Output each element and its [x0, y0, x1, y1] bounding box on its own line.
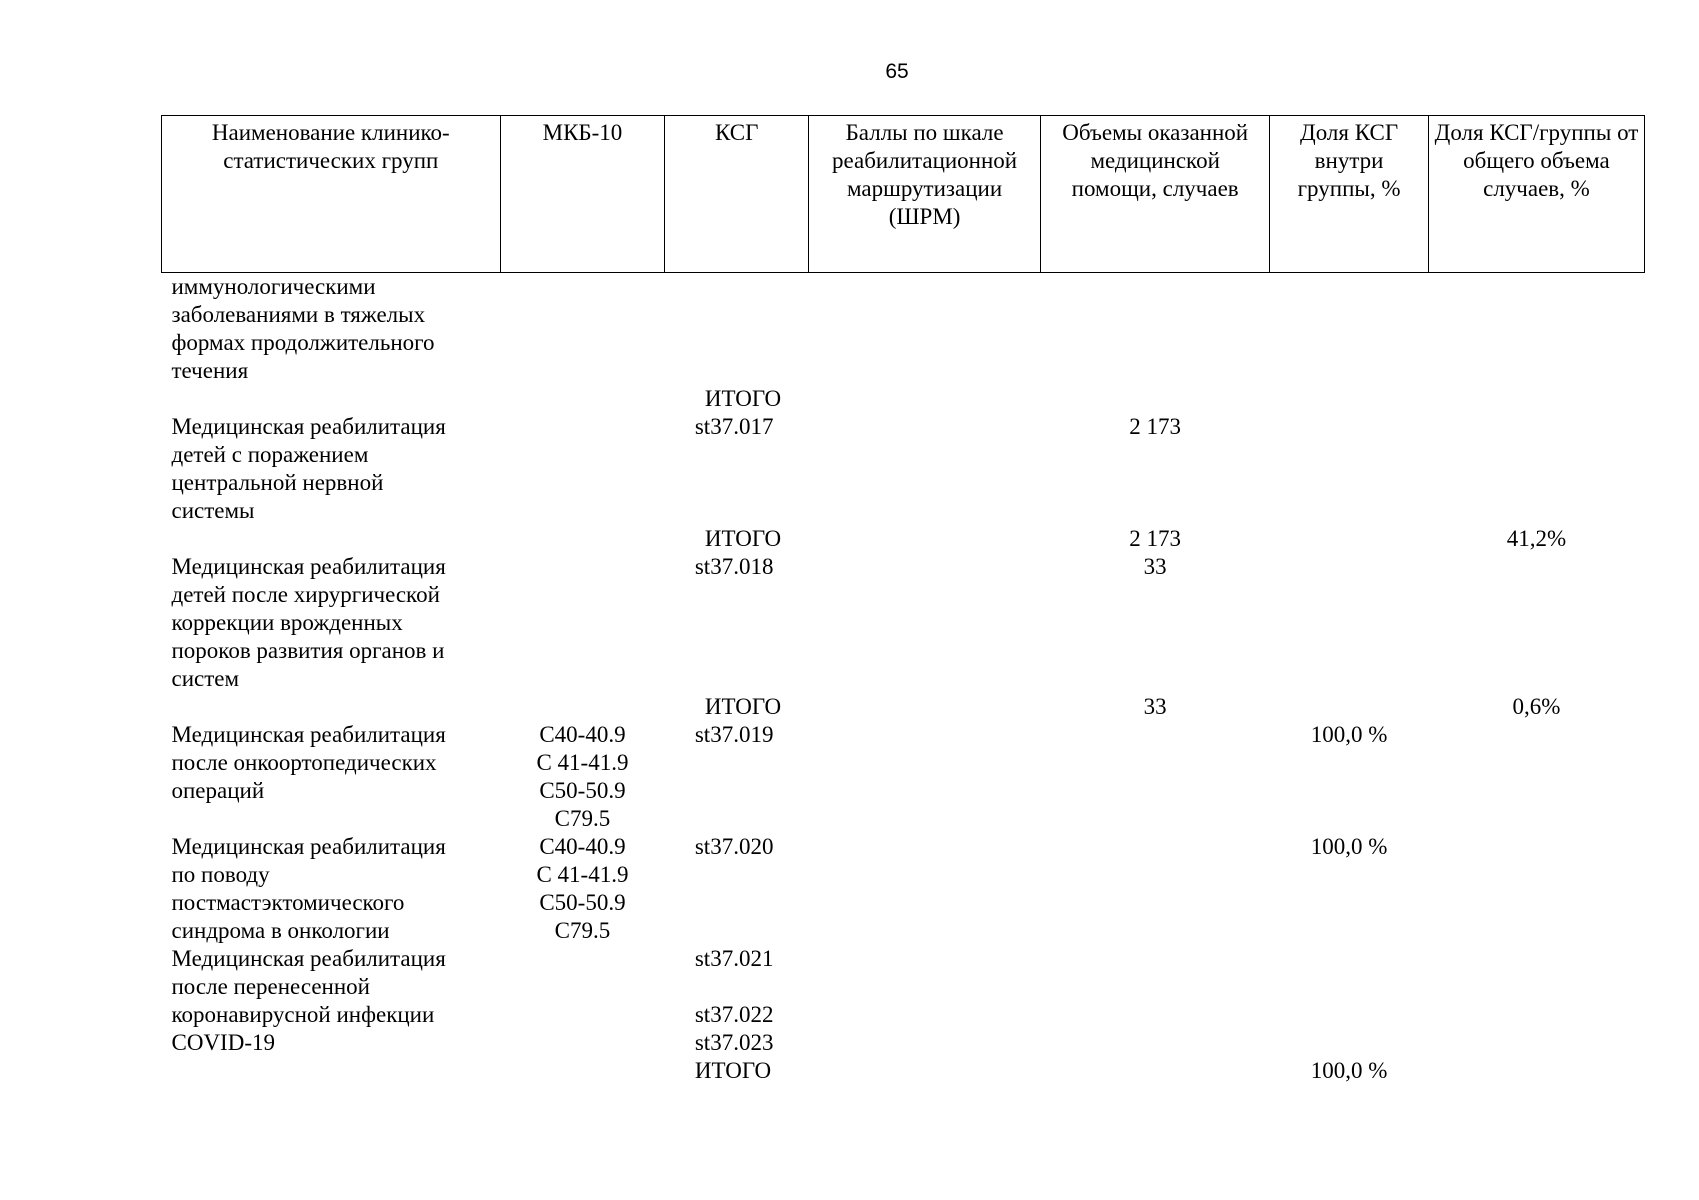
table-row — [162, 721, 1645, 833]
row-total-cell: 0,6% — [1512, 694, 1561, 719]
row-ksg-cell: st37.019 — [694, 722, 774, 747]
row-shrm-cell — [809, 553, 1041, 693]
row-ksg-cell — [665, 273, 809, 386]
row-name-cell: Медицинская реабилитация детей с поражением центральной нервной системы — [171, 414, 446, 523]
row-name-cell — [162, 525, 501, 553]
row-volume-cell: 33 — [1143, 554, 1167, 579]
header-mkb: МКБ-10 — [500, 116, 665, 273]
row-total-cell — [1428, 553, 1644, 693]
row-total-cell: 41,2% — [1506, 526, 1567, 551]
row-total-cell — [1428, 273, 1644, 386]
row-total-cell — [1428, 413, 1644, 525]
row-volume-cell — [1041, 945, 1270, 1085]
row-share-cell — [1270, 525, 1429, 553]
header-volume: Объемы оказанной медицинской помощи, случаев — [1041, 116, 1270, 273]
table-header — [162, 116, 1645, 273]
table-row-total — [162, 693, 1645, 721]
row-total-cell — [1428, 833, 1644, 945]
row-share-cell: 100,0 % — [1310, 722, 1388, 747]
row-name-cell: Медицинская реабилитация после онкоортопедических операций — [171, 722, 446, 803]
row-volume-cell: 33 — [1143, 694, 1167, 719]
table-row — [162, 413, 1645, 525]
header-name: Наименование клинико-статистических групп — [162, 116, 501, 273]
row-shrm-cell — [809, 273, 1041, 386]
header-shrm: Баллы по шкале реабилитационной маршрутизации (ШРМ) — [809, 116, 1041, 273]
row-mkb-cell — [500, 273, 665, 386]
row-mkb-cell — [500, 385, 665, 413]
row-shrm-cell — [809, 525, 1041, 553]
row-mkb-cell — [500, 693, 665, 721]
row-share-cell — [1270, 413, 1429, 525]
row-total-cell — [1428, 385, 1644, 413]
row-shrm-cell — [809, 693, 1041, 721]
row-mkb-cell — [500, 413, 665, 525]
row-total-cell — [1428, 945, 1644, 1085]
row-share-cell — [1270, 553, 1429, 693]
row-ksg-cell: ИТОГО — [704, 386, 782, 411]
row-shrm-cell — [809, 385, 1041, 413]
header-share-of-total: Доля КСГ/группы от общего объема случаев, % — [1428, 116, 1644, 273]
table-row-total — [162, 385, 1645, 413]
row-name-cell — [162, 385, 501, 413]
page-number: 65 — [885, 60, 909, 83]
row-share-cell: 100,0 % — [1310, 834, 1388, 859]
table-row — [162, 945, 1645, 1085]
row-mkb-cell: С40-40.9 С 41-41.9 С50-50.9 С79.5 — [536, 834, 629, 943]
row-volume-cell — [1041, 385, 1270, 413]
header-share-in-group: Доля КСГ внутри группы, % — [1270, 116, 1429, 273]
row-mkb-cell — [500, 525, 665, 553]
row-mkb-cell — [500, 945, 665, 1085]
row-volume-cell — [1041, 833, 1270, 945]
row-volume-cell — [1041, 273, 1270, 386]
row-share-cell — [1270, 273, 1429, 386]
table-row — [162, 553, 1645, 693]
row-ksg-cell: ИТОГО — [704, 526, 782, 551]
row-total-cell — [1428, 721, 1644, 833]
table-row — [162, 833, 1645, 945]
row-name-cell: Медицинская реабилитация по поводу постмастэктомического синдрома в онкологии — [171, 834, 446, 943]
row-ksg-cell: st37.017 — [694, 414, 774, 439]
data-table — [161, 115, 1645, 1085]
row-name-cell: иммунологическими заболеваниями в тяжелых формах продолжительного течения — [171, 274, 435, 383]
table-row — [162, 273, 1645, 386]
row-ksg-cell: st37.018 — [694, 554, 774, 579]
row-shrm-cell — [809, 945, 1041, 1085]
row-ksg-cell: ИТОГО — [704, 694, 782, 719]
row-shrm-cell — [809, 413, 1041, 525]
row-shrm-cell — [809, 833, 1041, 945]
row-volume-cell: 2 173 — [1129, 414, 1182, 439]
row-shrm-cell — [809, 721, 1041, 833]
row-share-cell — [1270, 693, 1429, 721]
row-ksg-cell: st37.020 — [694, 834, 774, 859]
row-name-cell: Медицинская реабилитация после перенесенной коронавирусной инфекции COVID-19 — [171, 946, 446, 1055]
row-name-cell — [162, 693, 501, 721]
header-ksg: КСГ — [665, 116, 809, 273]
row-mkb-cell — [500, 553, 665, 693]
table-body — [162, 273, 1645, 1086]
row-ksg-cell: st37.021 st37.022 st37.023 ИТОГО — [694, 946, 774, 1083]
row-volume-cell — [1041, 721, 1270, 833]
row-name-cell: Медицинская реабилитация детей после хирургической коррекции врожденных пороков развития органов и систем — [171, 554, 446, 691]
row-share-cell: 100,0 % — [1310, 1058, 1388, 1083]
row-volume-cell: 2 173 — [1129, 526, 1182, 551]
row-share-cell — [1270, 385, 1429, 413]
row-mkb-cell: С40-40.9 С 41-41.9 С50-50.9 С79.5 — [536, 722, 629, 831]
table-row-total — [162, 525, 1645, 553]
